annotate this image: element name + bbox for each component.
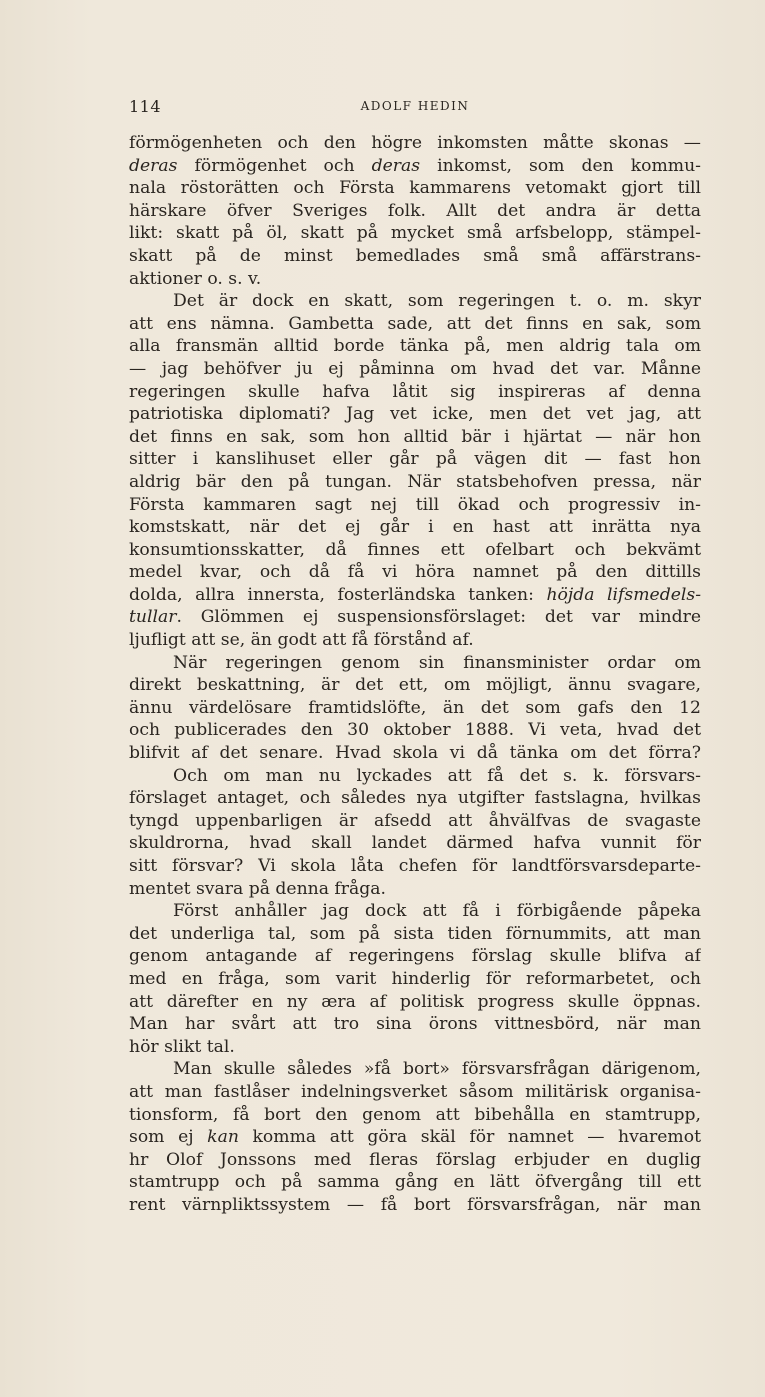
text-line: ännu värdelösare framtidslöfte, än det som gafs den 12	[129, 697, 701, 718]
text-line: — jag behöfver ju ej påminna om hvad det var. Månne	[129, 358, 701, 379]
body-text	[129, 132, 701, 1232]
text-line: Och om man nu lyckades att få det s. k. försvars-	[173, 765, 701, 786]
text-line: Man har svårt att tro sina örons vittnesbörd, när man	[129, 1014, 701, 1035]
text-line: patriotiska diplomati? Jag vet icke, men det vet jag, att	[129, 404, 701, 425]
text-line: alla fransmän alltid borde tänka på, men aldrig tala om	[129, 336, 701, 357]
text-line: det finns en sak, som hon alltid bär i hjärtat — när hon	[129, 426, 701, 447]
text-line: att man fastlåser indelningsverket såsom militärisk organisa-	[129, 1081, 701, 1102]
text-line: aktioner o. s. v.	[129, 268, 262, 289]
text-line: Första kammaren sagt nej till ökad och progressiv in-	[129, 494, 701, 515]
text-line: skuldrorna, hvad skall landet därmed hafva vunnit för	[129, 833, 701, 854]
text-line: tyngd uppenbarligen är afsedd att åhvälfvas de svagaste	[129, 810, 701, 831]
text-line: förmögenheten och den högre inkomsten måtte skonas —	[129, 133, 701, 153]
text-line: regeringen skulle hafva låtit sig inspireras af denna	[129, 381, 701, 402]
text-line: tullar. Glömmen ej suspensionsförslaget: det var mindre	[129, 607, 701, 628]
text-line: som ej kan komma att göra skäl för namnet — hvaremot	[129, 1127, 701, 1148]
text-line: dolda, allra innersta, fosterländska tanken: höjda lifsmedels-	[129, 584, 701, 605]
text-line: konsumtionsskatter, då finnes ett ofelbart och bekvämt	[129, 539, 701, 560]
text-line: deras förmögenhet och deras inkomst, som den kommu-	[129, 155, 701, 176]
text-line: skatt på de minst bemedlades små små affärstrans-	[129, 245, 701, 266]
page-number: 114	[129, 97, 162, 116]
text-line: direkt beskattning, är det ett, om möjligt, ännu svagare,	[129, 675, 701, 696]
text-line: komstskatt, när det ej går i en hast att inrätta nya	[129, 517, 701, 538]
text-line: att ens nämna. Gambetta sade, att det finns en sak, som	[129, 313, 701, 334]
text-line: genom antagande af regeringens förslag skulle blifva af	[129, 946, 701, 967]
text-line: mentet svara på denna fråga.	[129, 878, 386, 899]
text-line: aldrig bär den på tungan. När statsbehofven pressa, när	[129, 471, 701, 492]
text-line: och publicerades den 30 oktober 1888. Vi veta, hvad det	[129, 720, 701, 741]
text-line: tionsform, få bort den genom att bibehålla en stamtrupp,	[129, 1104, 701, 1125]
text-line: sitt försvar? Vi skola låta chefen för landtförsvarsdeparte-	[129, 856, 701, 876]
page-header	[129, 97, 701, 121]
text-line: När regeringen genom sin finansminister ordar om	[173, 652, 701, 673]
text-line: med en fråga, som varit hinderlig för reformarbetet, och	[129, 968, 701, 989]
text-line: Först anhåller jag dock att få i förbigående påpeka	[173, 901, 701, 922]
text-line: förslaget antaget, och således nya utgifter fastslagna, hvilkas	[129, 788, 701, 809]
text-line: det underliga tal, som på sista tiden förnummits, att man	[129, 923, 701, 944]
text-line: medel kvar, och då få vi höra namnet på den dittills	[129, 562, 701, 583]
text-line: blifvit af det senare. Hvad skola vi då tänka om det förra?	[129, 743, 701, 764]
text-line: nala röstorätten och Första kammarens vetomakt gjort till	[129, 178, 701, 199]
text-line: stamtrupp och på samma gång en lätt öfvergång till ett	[129, 1172, 701, 1193]
running-head: ADOLF HEDIN	[360, 99, 470, 113]
text-line: rent värnpliktssystem — få bort försvarsfrågan, när man	[129, 1194, 701, 1215]
text-line: ljufligt att se, än godt att få förstånd af.	[129, 630, 474, 651]
text-line: hr Olof Jonssons med fleras förslag erbjuder en duglig	[129, 1149, 701, 1170]
text-line: att därefter en ny æra af politisk progress skulle öppnas.	[129, 991, 701, 1012]
text-line: likt: skatt på öl, skatt på mycket små arfsbelopp, stämpel-	[129, 223, 701, 244]
text-line: sitter i kanslihuset eller går på vägen dit — fast hon	[129, 449, 701, 470]
text-line: Det är dock en skatt, som regeringen t. o. m. skyr	[173, 291, 701, 312]
text-line: Man skulle således »få bort» försvarsfrågan därigenom,	[173, 1059, 701, 1080]
text-line: hör slikt tal.	[129, 1036, 235, 1057]
text-line: härskare öfver Sveriges folk. Allt det andra är detta	[129, 200, 701, 221]
